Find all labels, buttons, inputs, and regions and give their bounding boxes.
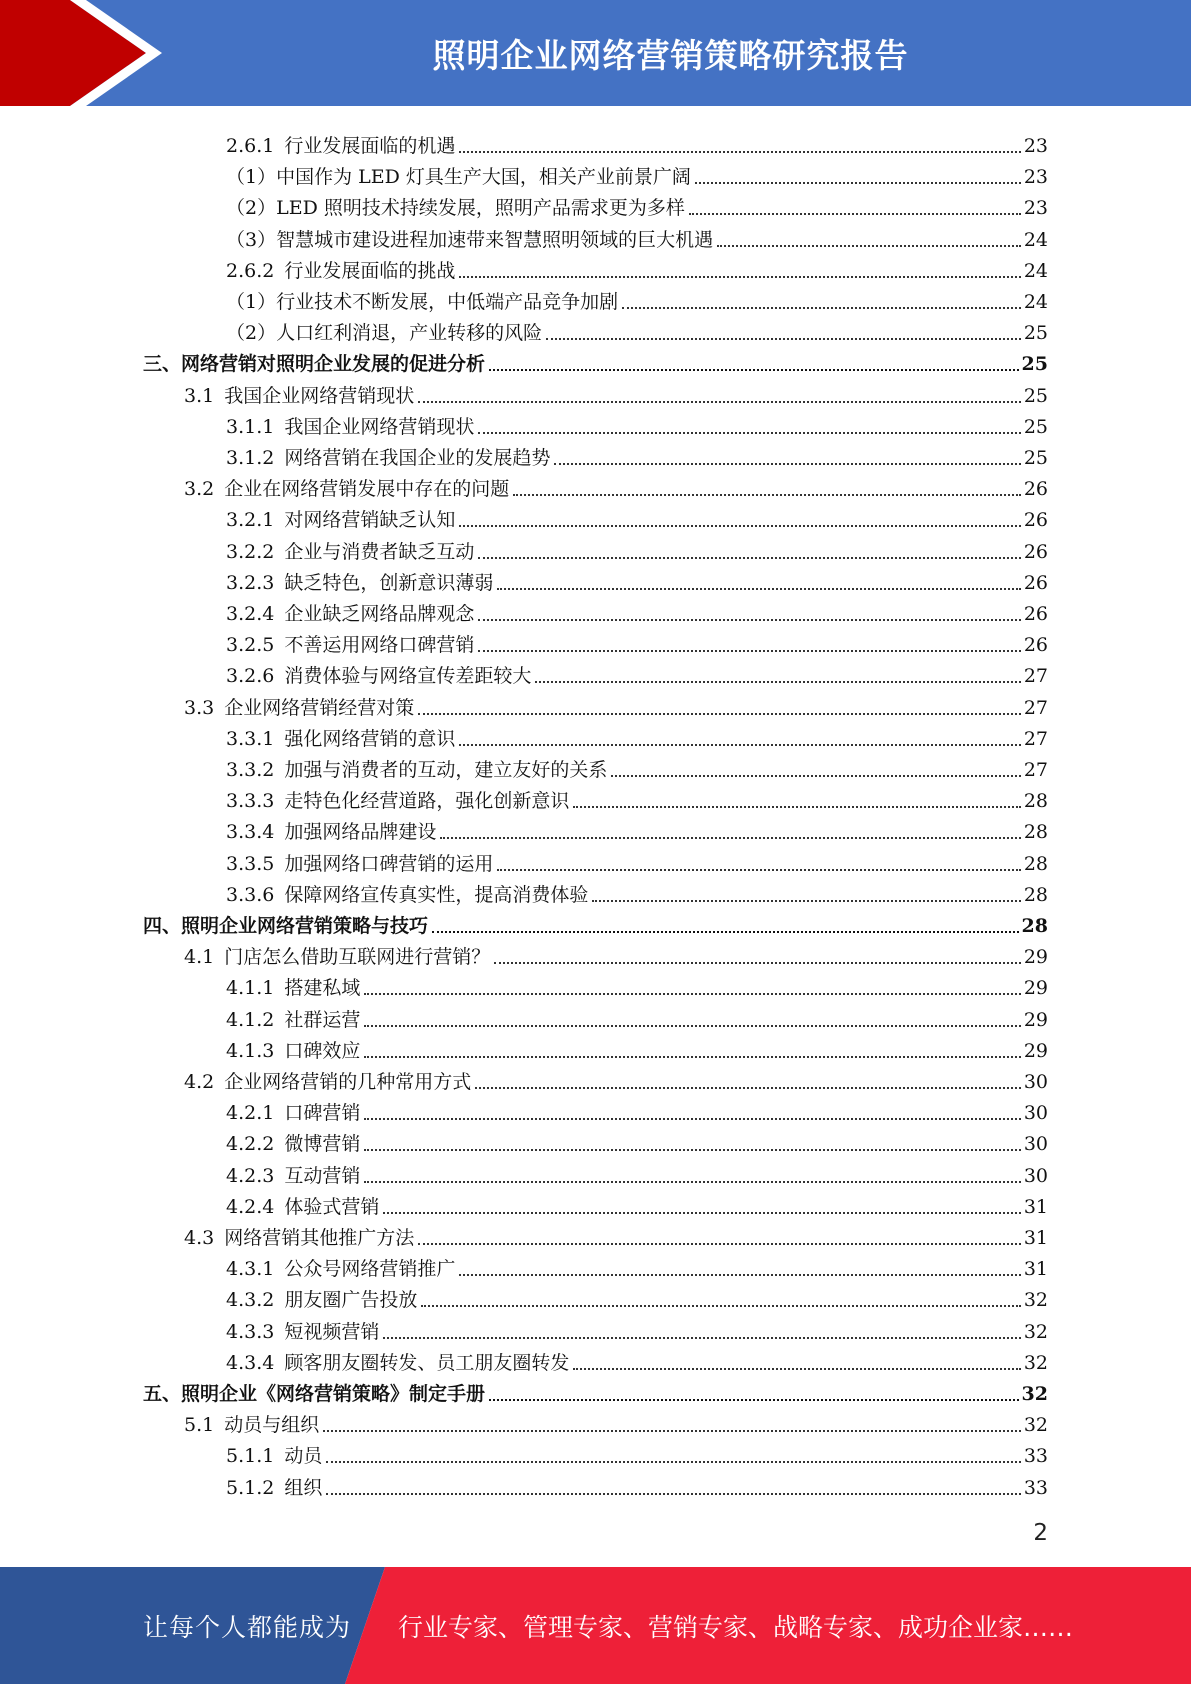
toc-entry-number: 4.3.1	[226, 1258, 275, 1281]
toc-entry-label	[143, 914, 428, 938]
toc-entry-number: 3.3.1	[226, 727, 275, 750]
toc-entry-number: 4.1	[184, 946, 215, 969]
toc-entry-number: 3.3	[184, 696, 215, 719]
toc-dot-leader	[494, 960, 1021, 964]
toc-entry[interactable]	[143, 1375, 1048, 1406]
toc-entry-text: 口碑效应	[284, 1039, 361, 1062]
toc-entry-page: 28	[1023, 883, 1048, 906]
toc-dot-leader	[573, 1366, 1020, 1370]
toc-entry[interactable]	[226, 813, 1048, 844]
toc-entry-number: 3.2.4	[226, 603, 275, 625]
toc-entry-number: 3.3.3	[226, 790, 275, 813]
toc-entry-page: 27	[1023, 759, 1048, 781]
toc-entry-label	[226, 1257, 455, 1281]
page-number: 2	[1033, 1520, 1048, 1546]
toc-dot-leader	[364, 1054, 1020, 1058]
toc-entry-label	[226, 1476, 322, 1500]
toc-entry[interactable]	[143, 907, 1048, 938]
toc-entry-page: 26	[1023, 571, 1048, 594]
toc-dot-leader	[622, 305, 1021, 309]
toc-entry-number: 3.3.5	[226, 852, 275, 875]
toc-entry-label	[143, 352, 485, 376]
toc-entry[interactable]	[226, 1313, 1048, 1344]
toc-entry[interactable]	[226, 501, 1048, 532]
toc-entry-page: 27	[1023, 696, 1048, 719]
toc-entry-text: 动员与组织	[224, 1414, 320, 1437]
toc-entry-page: 28	[1023, 852, 1048, 875]
toc-entry[interactable]	[226, 876, 1048, 907]
toc-entry-label	[226, 1132, 360, 1156]
toc-entry[interactable]	[226, 657, 1048, 688]
toc-entry[interactable]	[226, 533, 1048, 564]
toc-entry-text: 公众号网络营销推广	[284, 1258, 456, 1281]
toc-entry-label	[226, 290, 618, 314]
toc-entry[interactable]	[226, 845, 1048, 876]
toc-entry-page: 26	[1023, 603, 1048, 625]
toc-entry-text: 我国企业网络营销现状	[284, 415, 475, 438]
toc-entry-text: 不善运用网络口碑营销	[284, 634, 475, 657]
toc-entry-number: 4.2.1	[226, 1102, 275, 1125]
toc-entry-number: 3.3.6	[226, 883, 275, 906]
toc-entry-label	[226, 1320, 379, 1344]
toc-entry-page: 29	[1023, 1008, 1048, 1031]
toc-entry-label	[226, 571, 493, 595]
toc-entry-number: 4.1.3	[226, 1039, 275, 1062]
toc-dot-leader	[489, 367, 1019, 371]
toc-entry-text: 加强网络品牌建设	[284, 821, 437, 844]
footer-slogan-right: 行业专家、管理专家、营销专家、战略专家、成功企业家……	[398, 1612, 1074, 1642]
toc-entry-page: 25	[1021, 353, 1048, 376]
toc-entry-number: 4.3	[184, 1227, 215, 1249]
toc-entry[interactable]	[226, 1125, 1048, 1156]
toc-entry-text: （1）中国作为 LED 灯具生产大国，相关产业前景广阔	[226, 166, 691, 189]
toc-entry-label	[226, 820, 436, 844]
toc-entry-text: 五、照明企业《网络营销策略》制定手册	[143, 1383, 486, 1405]
toc-entry-label	[226, 1164, 360, 1188]
toc-entry-label	[226, 415, 474, 439]
toc-entry-page: 30	[1023, 1102, 1048, 1125]
toc-entry-text: 企业缺乏网络品牌观念	[284, 603, 475, 625]
toc-entry[interactable]	[226, 720, 1048, 751]
toc-dot-leader	[717, 243, 1021, 247]
toc-dot-leader	[478, 617, 1020, 621]
toc-entry-text: 企业与消费者缺乏互动	[284, 540, 475, 563]
toc-entry-text: 加强网络口碑营销的运用	[284, 852, 494, 875]
toc-entry-label	[184, 384, 414, 408]
toc-entry-number: 3.1.1	[226, 415, 275, 438]
toc-dot-leader	[459, 149, 1020, 153]
toc-dot-leader	[573, 804, 1020, 808]
toc-entry-text: 行业发展面临的挑战	[284, 259, 456, 282]
toc-dot-leader	[326, 1491, 1020, 1495]
toc-entry-text: 缺乏特色，创新意识薄弱	[284, 571, 494, 594]
toc-entry-label	[226, 259, 455, 283]
toc-entry[interactable]	[226, 439, 1048, 470]
toc-entry-label	[184, 1413, 319, 1437]
toc-entry[interactable]	[184, 377, 1048, 408]
toc-entry-text: （2）LED 照明技术持续发展，照明产品需求更为多样	[226, 197, 685, 220]
toc-entry-number: 3.2.3	[226, 571, 275, 594]
toc-entry-text: 互动营销	[284, 1164, 361, 1187]
toc-dot-leader	[323, 1428, 1021, 1432]
toc-dot-leader	[383, 1210, 1020, 1214]
page-footer	[0, 1567, 1191, 1684]
toc-entry-text: 短视频营销	[284, 1320, 380, 1343]
toc-entry-number: 3.2.1	[226, 509, 275, 532]
toc-dot-leader	[364, 1023, 1020, 1027]
toc-entry-page: 28	[1023, 821, 1048, 844]
toc-entry-label	[226, 1008, 360, 1032]
toc-entry[interactable]	[226, 252, 1048, 283]
toc-entry-page: 23	[1023, 197, 1048, 220]
toc-entry-number: 4.2.2	[226, 1133, 275, 1156]
toc-entry-label	[226, 1039, 360, 1063]
toc-entry-label	[184, 1226, 414, 1250]
toc-dot-leader	[459, 523, 1020, 527]
toc-entry-page: 24	[1023, 228, 1048, 251]
toc-entry[interactable]	[226, 127, 1048, 158]
toc-entry-text: 四、照明企业网络营销策略与技巧	[143, 915, 429, 937]
toc-entry[interactable]	[226, 1001, 1048, 1032]
toc-entry[interactable]	[226, 314, 1048, 345]
toc-entry[interactable]	[226, 283, 1048, 314]
toc-entry-label	[226, 228, 713, 252]
toc-entry-label	[226, 852, 493, 876]
toc-entry-label	[226, 508, 455, 532]
toc-entry-text: （3）智慧城市建设进程加速带来智慧照明领域的巨大机遇	[226, 228, 714, 251]
toc-entry-page: 31	[1023, 1258, 1048, 1281]
toc-entry-page: 25	[1023, 447, 1048, 469]
toc-dot-leader	[432, 929, 1019, 933]
toc-entry-text: 强化网络营销的意识	[284, 727, 456, 750]
toc-entry[interactable]	[226, 1157, 1048, 1188]
toc-entry-text: 保障网络宣传真实性，提高消费体验	[284, 883, 589, 906]
toc-dot-leader	[440, 835, 1020, 839]
toc-entry[interactable]	[226, 1094, 1048, 1125]
toc-entry-number: 3.2.2	[226, 540, 275, 563]
toc-entry-label	[226, 758, 607, 782]
toc-entry-label	[184, 945, 490, 969]
toc-entry-label	[226, 727, 455, 751]
toc-entry-text: 口碑营销	[284, 1102, 361, 1125]
toc-entry-number: 4.2.3	[226, 1164, 275, 1187]
toc-entry-page: 23	[1023, 166, 1048, 189]
toc-entry-number: 3.1.2	[226, 447, 275, 469]
toc-entry[interactable]	[184, 1406, 1048, 1437]
toc-dot-leader	[364, 1116, 1020, 1120]
toc-entry-text: 加强与消费者的互动，建立友好的关系	[284, 759, 608, 781]
toc-entry[interactable]	[226, 221, 1048, 252]
toc-entry[interactable]	[184, 1063, 1048, 1094]
toc-entry[interactable]	[226, 564, 1048, 595]
toc-entry-label	[226, 789, 569, 813]
toc-entry[interactable]	[226, 969, 1048, 1000]
toc-dot-leader	[364, 1147, 1020, 1151]
toc-dot-leader	[554, 461, 1020, 465]
toc-entry-label	[226, 1351, 569, 1375]
toc-entry-number: 3.1	[184, 384, 215, 407]
toc-entry[interactable]	[226, 1250, 1048, 1281]
toc-entry-page: 27	[1023, 727, 1048, 750]
toc-dot-leader	[689, 211, 1021, 215]
toc-entry-number: 4.2.4	[226, 1195, 275, 1218]
toc-entry-page: 26	[1023, 509, 1048, 532]
toc-entry-text: 门店怎么借助互联网进行营销？	[224, 946, 491, 969]
toc-entry-number: 3.3.4	[226, 821, 275, 844]
toc-dot-leader	[478, 555, 1020, 559]
toc-entry-label	[226, 883, 588, 907]
toc-entry-number: 4.1.2	[226, 1008, 275, 1031]
toc-entry[interactable]	[184, 470, 1048, 501]
toc-entry-number: 3.3.2	[226, 759, 275, 781]
toc-entry-text: 消费体验与网络宣传差距较大	[284, 665, 532, 688]
toc-entry-text: 网络营销在我国企业的发展趋势	[284, 447, 551, 469]
toc-entry-page: 24	[1023, 259, 1048, 282]
toc-entry-text: 企业在网络营销发展中存在的问题	[224, 478, 510, 501]
toc-dot-leader	[326, 1459, 1020, 1463]
toc-entry-label	[226, 540, 474, 564]
toc-entry-label	[184, 1070, 471, 1094]
toc-entry-page: 30	[1023, 1164, 1048, 1187]
toc-entry-page: 24	[1023, 291, 1048, 313]
toc-entry-text: 对网络营销缺乏认知	[284, 509, 456, 532]
toc-entry[interactable]	[226, 408, 1048, 439]
toc-entry-page: 32	[1023, 1351, 1048, 1374]
toc-entry-number: 4.3.3	[226, 1320, 275, 1343]
toc-dot-leader	[497, 867, 1020, 871]
toc-entry-text: 朋友圈广告投放	[284, 1289, 418, 1312]
toc-dot-leader	[546, 336, 1021, 340]
toc-dot-leader	[513, 492, 1021, 496]
toc-entry-page: 26	[1023, 478, 1048, 501]
toc-entry[interactable]	[184, 1219, 1048, 1250]
toc-dot-leader	[535, 679, 1020, 683]
toc-entry-page: 29	[1023, 1039, 1048, 1062]
toc-dot-leader	[611, 773, 1020, 777]
toc-entry[interactable]	[226, 751, 1048, 782]
toc-entry-page: 25	[1023, 384, 1048, 407]
toc-entry-page: 30	[1023, 1071, 1048, 1093]
toc-entry-label	[226, 602, 474, 626]
toc-entry-number: 4.1.1	[226, 977, 275, 1000]
toc-entry-label	[226, 1288, 417, 1312]
footer-slogan-left: 让每个人都能成为	[143, 1612, 352, 1642]
toc-dot-leader	[478, 648, 1020, 652]
toc-entry-label	[226, 1444, 322, 1468]
toc-dot-leader	[459, 1272, 1020, 1276]
toc-entry-text: 行业发展面临的机遇	[284, 135, 456, 157]
toc-dot-leader	[364, 991, 1020, 995]
toc-entry-page: 25	[1023, 415, 1048, 438]
toc-entry-page: 25	[1023, 322, 1048, 345]
toc-entry-text: 组织	[284, 1476, 323, 1499]
toc-entry-label	[184, 696, 414, 720]
toc-entry-number: 2.6.2	[226, 259, 275, 282]
toc-entry[interactable]	[184, 938, 1048, 969]
toc-entry-text: 社群运营	[284, 1008, 361, 1031]
toc-entry-label	[226, 321, 542, 345]
toc-entry-page: 29	[1023, 946, 1048, 969]
toc-entry[interactable]	[226, 595, 1048, 626]
toc-entry-text: 我国企业网络营销现状	[224, 384, 415, 407]
toc-entry-page: 23	[1023, 135, 1048, 157]
toc-entry[interactable]	[226, 1188, 1048, 1219]
toc-dot-leader	[695, 180, 1021, 184]
toc-entry-number: 3.2	[184, 478, 215, 501]
toc-entry-label	[143, 1382, 485, 1406]
toc-entry-page: 28	[1023, 790, 1048, 813]
toc-entry[interactable]	[226, 1032, 1048, 1063]
toc-entry[interactable]	[226, 782, 1048, 813]
toc-entry-label	[226, 165, 691, 189]
toc-entry-page: 33	[1023, 1445, 1048, 1468]
toc-entry-page: 28	[1021, 915, 1048, 937]
toc-entry-number: 2.6.1	[226, 135, 275, 157]
toc-entry-number: 3.2.5	[226, 634, 275, 657]
toc-entry-text: 动员	[284, 1445, 323, 1468]
toc-entry-page: 27	[1023, 665, 1048, 688]
toc-entry[interactable]	[226, 626, 1048, 657]
toc-entry-label	[226, 446, 550, 470]
toc-entry-page: 31	[1023, 1195, 1048, 1218]
toc-entry[interactable]	[226, 1437, 1048, 1468]
toc-entry-text: 顾客朋友圈转发、员工朋友圈转发	[284, 1351, 570, 1374]
toc-dot-leader	[497, 586, 1020, 590]
toc-entry-page: 32	[1021, 1383, 1048, 1405]
toc-entry-number: 5.1.1	[226, 1445, 275, 1468]
toc-entry-text: 体验式营销	[284, 1195, 380, 1218]
toc-entry-page: 32	[1023, 1289, 1048, 1312]
toc-entry-page: 32	[1023, 1320, 1048, 1343]
toc-dot-leader	[459, 742, 1020, 746]
toc-entry-page: 30	[1023, 1133, 1048, 1156]
toc-dot-leader	[418, 399, 1021, 403]
toc-entry-text: （1）行业技术不断发展，中低端产品竞争加剧	[226, 291, 619, 313]
toc-entry[interactable]	[226, 1469, 1048, 1500]
toc-entry-number: 4.3.4	[226, 1351, 275, 1374]
toc-dot-leader	[489, 1397, 1019, 1401]
toc-dot-leader	[421, 1303, 1020, 1307]
report-title: 照明企业网络营销策略研究报告	[432, 35, 909, 75]
toc-entry-text: 三、网络营销对照明企业发展的促进分析	[143, 353, 486, 376]
toc-entry-label	[184, 477, 509, 501]
toc-entry[interactable]	[184, 689, 1048, 720]
toc-entry-number: 5.1	[184, 1414, 215, 1437]
toc-entry-page: 26	[1023, 634, 1048, 657]
toc-entry[interactable]	[226, 189, 1048, 220]
toc-entry-label	[226, 633, 474, 657]
toc-entry-page: 33	[1023, 1476, 1048, 1499]
toc-entry-text: 搭建私域	[284, 977, 361, 1000]
toc-entry-text: 微博营销	[284, 1133, 361, 1156]
toc-entry-label	[226, 1101, 360, 1125]
toc-entry-text: 企业网络营销经营对策	[224, 696, 415, 719]
page-header	[0, 0, 1191, 111]
toc-entry[interactable]	[226, 1344, 1048, 1375]
toc-entry[interactable]	[226, 1281, 1048, 1312]
toc-entry-page: 29	[1023, 977, 1048, 1000]
toc-dot-leader	[383, 1335, 1020, 1339]
toc-entry-label	[226, 664, 531, 688]
toc-dot-leader	[475, 1085, 1021, 1089]
toc-dot-leader	[418, 1241, 1021, 1245]
toc-entry[interactable]	[143, 345, 1048, 376]
toc-entry-number: 4.3.2	[226, 1289, 275, 1312]
toc-entry-page: 26	[1023, 540, 1048, 563]
toc-dot-leader	[459, 274, 1020, 278]
toc-entry-text: （2）人口红利消退，产业转移的风险	[226, 322, 543, 345]
toc-entry-label	[226, 1195, 379, 1219]
toc-entry-label	[226, 976, 360, 1000]
toc-entry-page: 31	[1023, 1227, 1048, 1249]
toc-entry-number: 5.1.2	[226, 1476, 275, 1499]
toc-entry-number: 3.2.6	[226, 665, 275, 688]
toc-entry-text: 企业网络营销的几种常用方式	[224, 1071, 472, 1093]
toc-dot-leader	[592, 898, 1020, 902]
toc-dot-leader	[418, 711, 1021, 715]
toc-dot-leader	[478, 430, 1020, 434]
toc-entry-page: 32	[1023, 1414, 1048, 1437]
toc-dot-leader	[364, 1179, 1020, 1183]
toc-entry-text: 网络营销其他推广方法	[224, 1227, 415, 1249]
toc-entry-label	[226, 196, 685, 220]
toc-entry[interactable]	[226, 158, 1048, 189]
toc-entry-text: 走特色化经营道路，强化创新意识	[284, 790, 570, 813]
toc-entry-number: 4.2	[184, 1071, 215, 1093]
toc-entry-label	[226, 134, 455, 158]
